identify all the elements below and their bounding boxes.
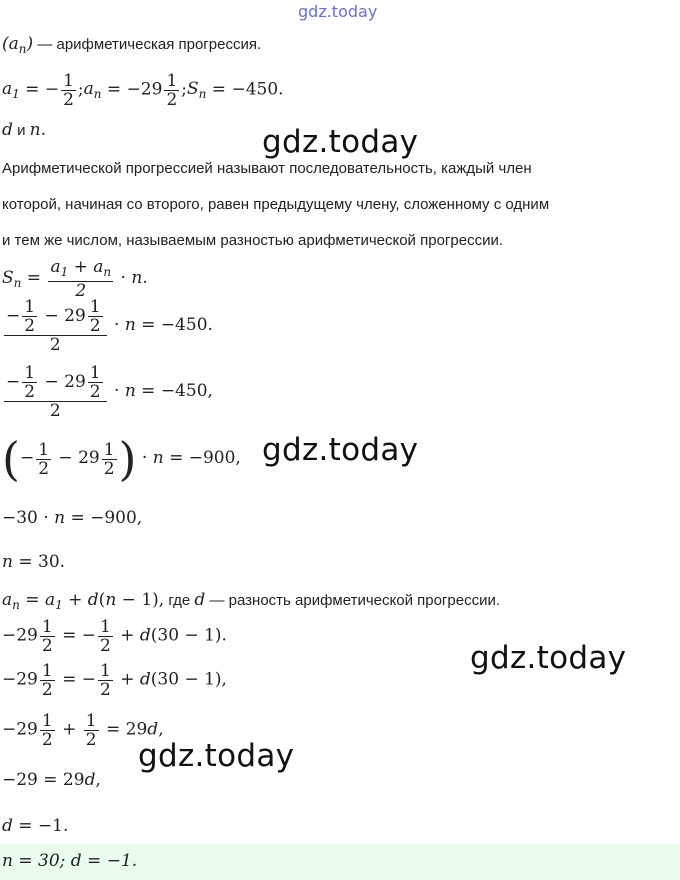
where-text: где [168, 592, 191, 609]
fraction: $\frac{1}{2}$ [63, 71, 74, 110]
equation-step-8: −29 = 29d, [2, 770, 101, 790]
given-progression-text: — арифметическая прогрессия. [37, 36, 262, 53]
result-n: n = 30. [2, 552, 66, 572]
watermark: gdz.today [262, 432, 419, 468]
equation-step-7: −29 $\frac{1}{2}$ + $\frac{1}{2}$ = 29d, [2, 711, 164, 750]
nth-term-formula: $a_n = a_1 + d(n - 1)$, где d — разность арифметической прогрессии. [2, 590, 500, 612]
answer-text: n = 30; d = −1. [2, 851, 138, 871]
equation-step-2: − $\frac{1}{2}$ − 29 $\frac{1}{2}$ 2 · n = −450, [6, 363, 213, 421]
answer-box [0, 844, 680, 880]
definition-line-2: которой, начиная со второго, равен предыдущему члену, сложенному с одним [2, 196, 550, 213]
given-progression: $(a_n)$ — арифметическая прогрессия. [2, 34, 262, 56]
given-values: $a_1$ = − $\frac{1}{2}$ $;a_n = -29$ $\frac{1}{2}$ $;S_n = -450$. [2, 71, 284, 110]
result-d: d = −1. [2, 816, 69, 836]
equation-step-3: (− $\frac{1}{2}$ − 29 $\frac{1}{2}$ ) · n = −900, [2, 432, 241, 486]
nth-term-desc: — разность арифметической прогрессии. [209, 592, 500, 609]
watermark: gdz.today [262, 124, 419, 160]
find-line: d и n. [2, 120, 46, 140]
sum-formula: $S_n$ = $\frac{a_1 + a_n}{2}$ · n. [2, 257, 148, 301]
definition-line-3: и тем же числом, называемым разностью арифметической прогрессии. [2, 232, 503, 249]
watermark-top: gdz.today [298, 2, 378, 21]
equation-step-5: −29 $\frac{1}{2}$ = − $\frac{1}{2}$ + d(30 − 1). [2, 617, 227, 656]
equation-step-6: −29 $\frac{1}{2}$ = − $\frac{1}{2}$ + d(30 − 1), [2, 661, 227, 700]
find-text: и [17, 122, 26, 139]
definition-line-1: Арифметической прогрессией называют последовательность, каждый член [2, 160, 532, 177]
equation-step-1: − $\frac{1}{2}$ − 29 $\frac{1}{2}$ 2 · n = −450. [6, 297, 213, 355]
equation-step-4: −30 · n = −900, [2, 508, 143, 528]
watermark: gdz.today [470, 640, 627, 676]
watermark: gdz.today [138, 738, 295, 774]
